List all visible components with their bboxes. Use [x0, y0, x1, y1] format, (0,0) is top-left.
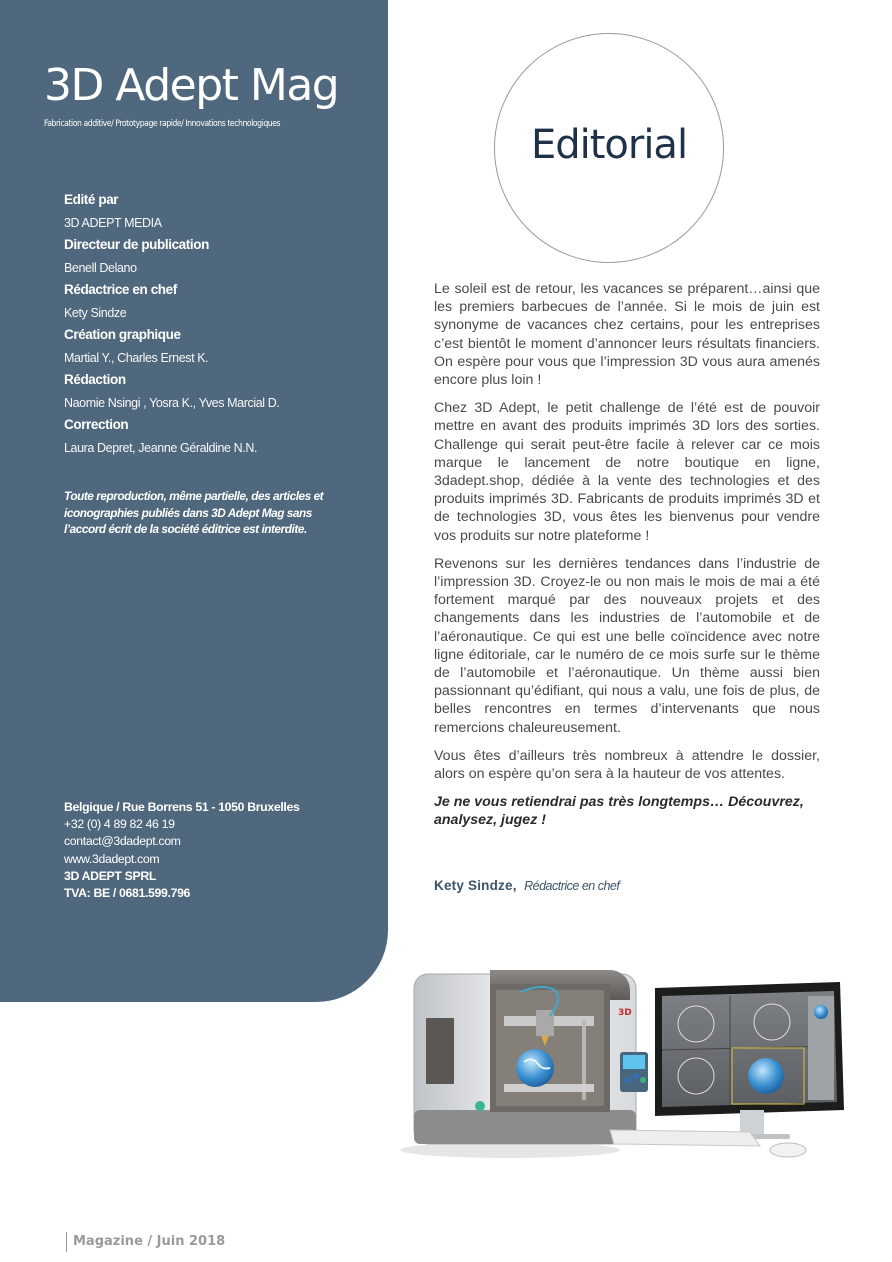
credit-value-graphic-design: Martial Y., Charles Ernest K.: [64, 350, 209, 365]
credit-label-graphic-design: Création graphique: [64, 327, 181, 342]
contact-email[interactable]: contact@3dadept.com: [64, 834, 181, 849]
article-paragraph: Chez 3D Adept, le petit challenge de l’été est de pouvoir mettre en avant des produits imprimés 3D lors des sorties. Challenge qui serait peut-être facile à relever car ce mois marque le lancement de notre boutique en ligne, 3dadept.shop, dédiée à la vente des technologies et des produits imprimés 3D. Fabricants de produits imprimés 3D et de technologies 3D, vous êtes les bienvenus pour vendre vos produits sur notre plateforme !: [434, 400, 820, 544]
magazine-title: 3D Adept Mag: [44, 60, 339, 111]
credit-value-writing: Naomie Nsingi , Yosra K., Yves Marcial D.: [64, 395, 280, 410]
contact-block: [64, 799, 299, 902]
contact-vat: TVA: BE / 0681.599.796: [64, 886, 191, 901]
editorial-heading-circle: [494, 33, 724, 263]
copyright-notice: Toute reproduction, même partielle, des articles et iconographies publiés dans 3D Adept Mag sans l’accord écrit de la société éditrice est interdite.: [64, 489, 324, 536]
credit-label-editor-in-chief: Rédactrice en chef: [64, 282, 177, 297]
contact-phone: +32 (0) 4 89 82 46 19: [64, 817, 175, 832]
credit-value-proofreading: Laura Depret, Jeanne Géraldine N.N.: [64, 440, 258, 455]
editorial-article: [434, 280, 820, 840]
printer-logo: 3D: [618, 1008, 632, 1018]
credit-label-proofreading: Correction: [64, 417, 129, 432]
credit-label-director: Directeur de publication: [64, 237, 209, 252]
footer-issue: Magazine / Juin 2018: [66, 1232, 225, 1252]
credit-value-editor-in-chief: Kety Sindze: [64, 305, 127, 320]
article-paragraph: Revenons sur les dernières tendances dans l’industrie de l’impression 3D. Croyez-le ou non mais le mois de mai a été fortement marqué par des nouveaux projets et des changements dans les industries de l’automobile et de l’aéronautique. Ce qui est une belle coïncidence avec notre ligne éditoriale, car le numéro de ce mois surfe sur le thème de l’automobile et l’aéronautique. Un thème aussi bien passionnant qu’édifiant, qui nous a valu, une fois de plus, de belles rencontres en termes d’intervenants que nous remercions chaleureusement.: [434, 555, 820, 736]
credit-value-director: Benell Delano: [64, 260, 137, 275]
editorial-heading: Editorial: [530, 122, 688, 168]
article-closing-line: Je ne vous retiendrai pas très longtemps… Découvrez, analysez, jugez !: [434, 794, 804, 829]
author-signature: [434, 877, 619, 895]
credit-label-publisher: Edité par: [64, 192, 119, 207]
credit-value-publisher: 3D ADEPT MEDIA: [64, 215, 162, 230]
contact-company: 3D ADEPT SPRL: [64, 868, 157, 883]
sidebar-panel: [0, 0, 388, 1002]
credit-label-writing: Rédaction: [64, 372, 126, 387]
article-paragraph: Le soleil est de retour, les vacances se préparent…ainsi que les premiers barbecues de l’année. Si le mois de juin est synonyme de vacances chez certains, pour les entreprises c’est bientôt le moment d’annoncer leurs résultats financiers. On espère pour vous que l’impression 3D vous aura amenés encore plus loin !: [434, 281, 820, 389]
printer-and-monitor-illustration: [400, 960, 860, 1170]
article-paragraph: Vous êtes d’ailleurs très nombreux à attendre le dossier, alors on espère qu’on sera à la hauteur de vos attentes.: [434, 747, 820, 783]
credits-list: [64, 190, 279, 460]
magazine-tagline: Fabrication additive/ Prototypage rapide/ Innovations technologiques: [44, 119, 281, 129]
author-role: Rédactrice en chef: [524, 879, 620, 893]
author-name: Kety Sindze,: [434, 878, 517, 893]
contact-address: Belgique / Rue Borrens 51 - 1050 Bruxelles: [64, 800, 300, 814]
contact-website[interactable]: www.3dadept.com: [64, 851, 160, 866]
